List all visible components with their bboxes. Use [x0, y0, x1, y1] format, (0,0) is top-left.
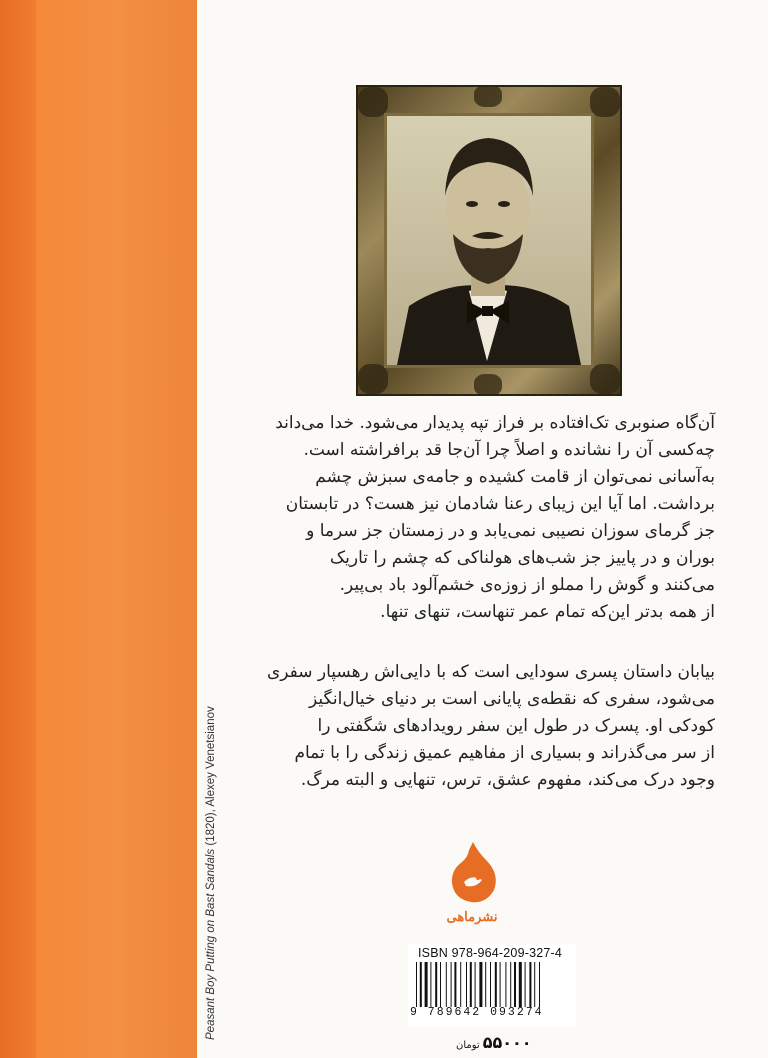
author-portrait-icon: [387, 116, 591, 365]
frame-top-ornament: [474, 85, 502, 107]
frame-corner-ornament: [358, 364, 388, 394]
cover-art-credit: [205, 706, 219, 1040]
blurb-line: وجود درک می‌کند، مفهوم عشق، ترس، تنهایی و البته مرگ.: [300, 770, 715, 790]
frame-corner-ornament: [590, 87, 620, 117]
frame-corner-ornament: [590, 364, 620, 394]
blurb-line: چه‌کسی آن را نشانده و اصلاً چرا آن‌جا قد برافراشته است.: [303, 440, 715, 460]
blurb-line: بیابان داستان پسری سودایی است که با دایی‌اش رهسپار سفری: [266, 662, 715, 682]
blurb-line: آن‌گاه صنوبری تک‌افتاده بر فراز تپه پدیدار می‌شود. خدا می‌داند: [275, 413, 715, 433]
price-amount: ۵۵۰۰۰: [482, 1033, 532, 1052]
artwork-year-artist: (1820), Alexey Venetsianov: [205, 706, 217, 846]
barcode-icon: [416, 962, 570, 1007]
blurb-line: برداشت. اما آیا این زیبای رعنا شادمان نیز هست؟ در تابستان: [285, 494, 715, 514]
spine-edge-shade: [0, 0, 36, 1058]
blurb-line: از همه بدتر این‌که تمام عمر تنهاست، تنهای تنها.: [380, 602, 715, 622]
blurb-line: می‌شود، سفری که نقطه‌ی پایانی است بر دنیای خیال‌انگیز: [309, 689, 715, 709]
blurb-paragraph-1: [255, 410, 715, 626]
publisher-name: نشرماهی: [446, 910, 498, 925]
fish-drop-logo-icon: [438, 838, 508, 908]
price-currency: تومان: [456, 1040, 480, 1051]
price-label: [456, 1033, 532, 1052]
blurb-line: به‌آسانی نمی‌توان از قامت کشیده و جامه‌ی سبزش چشم: [315, 467, 715, 487]
isbn-label: ISBN 978-964-209-327-4: [418, 946, 563, 960]
blurb-paragraph-2: [255, 659, 715, 794]
blurb-line: از سر می‌گذراند و بسیاری از مفاهیم عمیق زندگی را با تمام: [294, 743, 715, 763]
portrait-frame: [356, 85, 622, 396]
blurb-line: کودکی او. پسرک در طول این سفر رویدادهای شگفتی را: [317, 716, 715, 736]
blurb-line: جز گرمای سوزان نصیبی نمی‌یابد و در زمستان جز سرما و: [306, 521, 715, 541]
barcode-digits: 9 789642 093274: [410, 1006, 544, 1019]
blurb-line: بوران و در پاییز جز شب‌های هولناکی که چشم را تاریک: [329, 548, 715, 568]
frame-bottom-ornament: [474, 374, 502, 396]
portrait-photo: [384, 113, 594, 368]
blurb-line: می‌کنند و گوش را مملو از زوزه‌ی خشم‌آلود باد بی‌پیر.: [339, 575, 715, 595]
artwork-title: Peasant Boy Putting on Bast Sandals: [205, 848, 217, 1040]
